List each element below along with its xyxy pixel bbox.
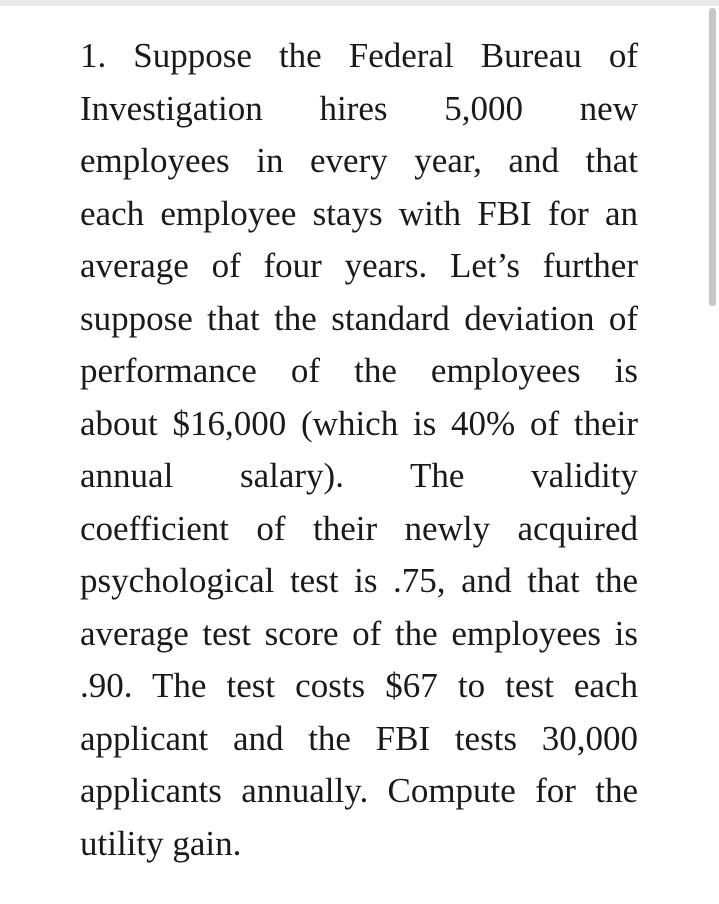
problem-line: about $16,000 (which is 40% of their bbox=[80, 403, 638, 443]
problem-line: applicants annually. Compute for the bbox=[80, 771, 638, 810]
problem-line: annual salary). The validity bbox=[80, 456, 638, 495]
problem-text bbox=[80, 30, 638, 870]
problem-line: suppose that the standard deviation of bbox=[80, 298, 638, 338]
problem-line: .90. The test costs $67 to test each bbox=[80, 666, 638, 705]
problem-line: employees in every year, and that bbox=[80, 141, 638, 180]
problem-line: each employee stays with FBI for an bbox=[80, 193, 638, 233]
problem-line: applicant and the FBI tests 30,000 bbox=[80, 718, 638, 758]
problem-line: coefficient of their newly acquired bbox=[80, 508, 638, 548]
problem-line: average of four years. Let’s further bbox=[80, 246, 638, 285]
problem-line: performance of the employees is bbox=[80, 351, 638, 390]
scrollbar-thumb[interactable] bbox=[709, 8, 716, 306]
top-bar bbox=[0, 0, 719, 6]
problem-line: Investigation hires 5,000 new bbox=[80, 88, 638, 128]
problem-line: average test score of the employees is bbox=[80, 613, 638, 653]
problem-line: psychological test is .75, and that the bbox=[80, 561, 638, 600]
problem-line: 1. Suppose the Federal Bureau of bbox=[80, 36, 638, 75]
problem-line-last: utility gain. bbox=[80, 823, 242, 863]
